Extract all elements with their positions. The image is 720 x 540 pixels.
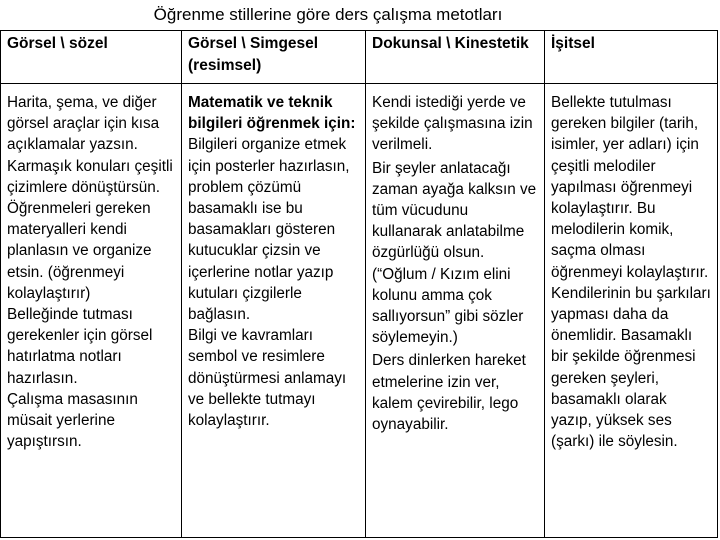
visual-verbal-item: Belleğinde tutması gerekenler için görsel hatırlatma notları hazırlasın.: [7, 306, 153, 387]
header-tactile-kinesthetic: Dokunsal \ Kinestetik: [366, 31, 545, 84]
visual-verbal-item: Karmaşık konuları çeşitli çizimlere dönüştürsün.: [7, 157, 173, 196]
visual-symbolic-para: [188, 92, 359, 325]
visual-verbal-item: Çalışma masasının müsait yerlerine yapıştırsın.: [7, 390, 138, 451]
kinesthetic-item: Kendi istediği yerde ve şekilde çalışmasına izin verilmeli.: [372, 94, 533, 154]
visual-symbolic-para-2: Bilgi ve kavramları sembol ve resimlere dönüştürmesi anlamayı ve bellekte tutmayı kolaylaştırır.: [188, 327, 347, 430]
kinesthetic-item: Ders dinlerken hareket etmelerine izin ver, kalem çevirebilir, lego oynayabilir.: [372, 352, 526, 434]
visual-symbolic-cell: [182, 84, 366, 538]
visual-verbal-item: Öğrenmeleri gereken materyalleri kendi planlasın ve organize etsin. (öğrenmeyi kolaylaştırır): [7, 200, 152, 302]
header-auditory: İşitsel: [545, 31, 718, 84]
learning-styles-table: [0, 30, 718, 538]
page-title: Öğrenme stillerine göre ders çalışma metotları: [153, 5, 503, 24]
tactile-kinesthetic-cell: [366, 84, 545, 538]
header-row: [1, 31, 718, 84]
auditory-text: Bellekte tutulması gereken bilgiler (tarih, isimler, yer adları) için çeşitli melodiler yapılması öğrenmeyi kolaylaştırır. Bu melodilerin komik, saçma olması öğrenmeyi kolaylaştırır. Kendilerinin bu şarkıları yapması daha da önemlidir. Basamaklı bir şekilde öğrenmesi gereken şeyleri, basamaklı olarak yazıp, yüksek ses (şarkı) ile söylesin.: [551, 94, 711, 451]
header-visual-symbolic: Görsel \ Simgesel (resimsel): [182, 31, 366, 84]
visual-verbal-cell: [1, 84, 182, 538]
kinesthetic-item: Bir şeyler anlatacağı zaman ayağa kalksın ve tüm vücudunu kullanarak anlatabilme özgürlüğü olsun.(“Oğlum / Kızım elini kolunu amma çok sallıyorsun” gibi sözler söylemeyin.): [372, 159, 537, 347]
content-row: [1, 84, 718, 538]
visual-symbolic-text: Bilgileri organize etmek için posterler hazırlasın, problem çözümü basamaklı ise bu basamakları gösteren kutucuklar çizsin ve içerlerine notlar yazıp kutuları çizgilerle bağlasın.: [188, 136, 350, 324]
auditory-cell: [545, 84, 718, 538]
math-technical-lead: Matematik ve teknik bilgileri öğrenmek için:: [188, 94, 356, 133]
header-visual-verbal: Görsel \ sözel: [1, 31, 182, 84]
visual-verbal-item: Harita, şema, ve diğer görsel araçlar için kısa açıklamalar yazsın.: [7, 94, 160, 154]
